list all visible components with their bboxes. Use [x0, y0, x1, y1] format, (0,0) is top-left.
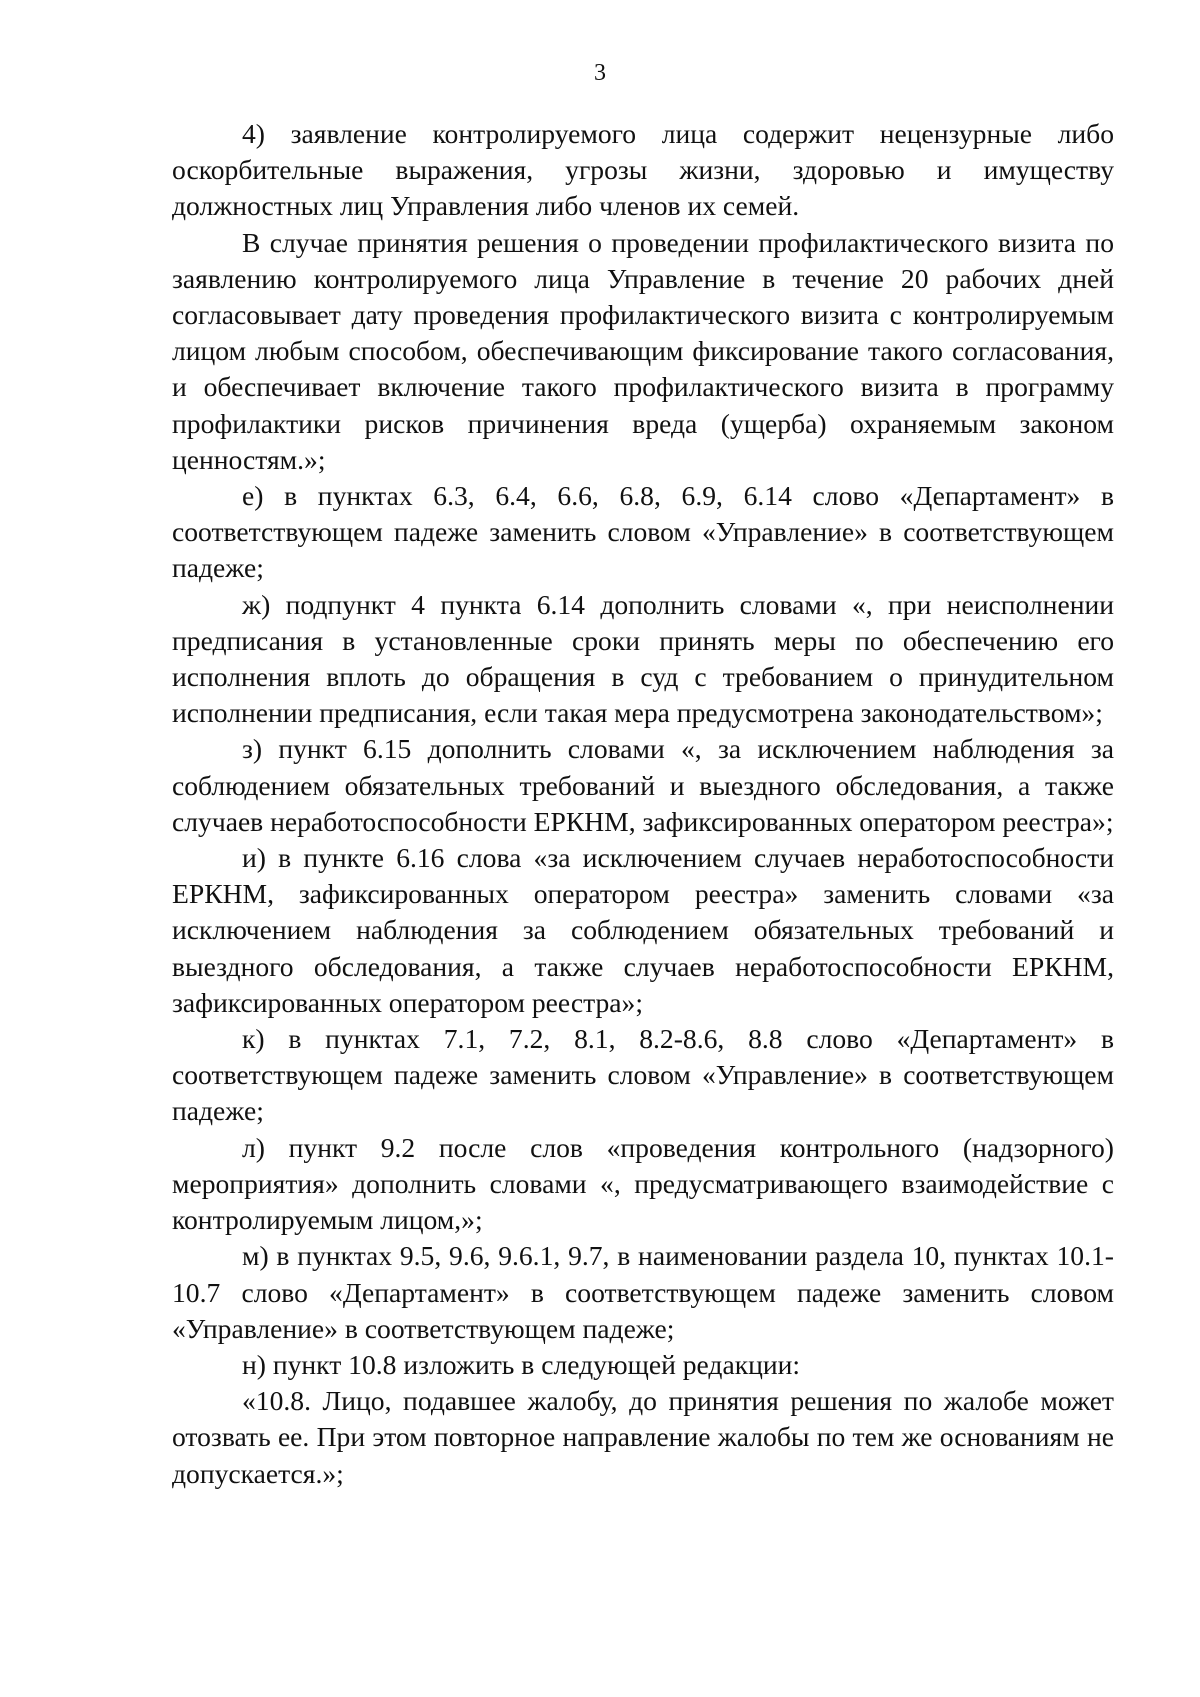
paragraph-item-l: л) пункт 9.2 после слов «проведения контрольного (надзорного) мероприятия» дополнить словами «, предусматривающего взаимодействие с контролируемым лицом,»;: [172, 1131, 1114, 1236]
paragraph-item-4: 4) заявление контролируемого лица содержит нецензурные либо оскорбительные выражения, угрозы жизни, здоровью и имуществу должностных лиц Управления либо членов их семей.: [172, 118, 1114, 222]
paragraph-item-e: е) в пунктах 6.3, 6.4, 6.6, 6.8, 6.9, 6.14 слово «Департамент» в соответствующем падеже заменить словом «Управление» в соответствующем падеже;: [172, 480, 1114, 584]
paragraph-item-10-8: «10.8. Лицо, подавшее жалобу, до принятия решения по жалобе может отозвать ее. При этом повторное направление жалобы по тем же основаниям не допускается.»;: [172, 1385, 1114, 1489]
paragraph-item-m: м) в пунктах 9.5, 9.6, 9.6.1, 9.7, в наименовании раздела 10, пунктах 10.1-10.7 слово «Департамент» в соответствующем падеже заменить словом «Управление» в соответствующем падеже;: [172, 1240, 1114, 1344]
paragraph-visit-agreement: В случае принятия решения о проведении профилактического визита по заявлению контролируемого лица Управление в течение 20 рабочих дней согласовывает дату проведения профилактического визита с контролируемым лицом любым способом, обеспечивающим фиксирование такого согласования, и обеспечивает включение такого профилактического визита в программу профилактики рисков причинения вреда (ущерба) охраняемым законом ценностям.»;: [172, 226, 1114, 475]
paragraph-item-n: н) пункт 10.8 изложить в следующей редакции:: [242, 1348, 801, 1380]
document-body: [172, 116, 1114, 1492]
paragraph-item-k: к) в пунктах 7.1, 7.2, 8.1, 8.2-8.6, 8.8 слово «Департамент» в соответствующем падеже заменить словом «Управление» в соответствующем падеже;: [172, 1023, 1114, 1127]
paragraph-item-zh: ж) подпункт 4 пункта 6.14 дополнить словами «, при неисполнении предписания в установленные сроки принять меры по обеспечению его исполнения вплоть до обращения в суд с требованием о принудительном исполнении предписания, если такая мера предусмотрена законодательством»;: [172, 588, 1114, 729]
page-number: 3: [594, 60, 606, 86]
paragraph-item-i: и) в пункте 6.16 слова «за исключением случаев неработоспособности ЕРКНМ, зафиксированных оператором реестра» заменить словами «за исключением наблюдения за соблюдением обязательных требований и выездного обследования, а также случаев неработоспособности ЕРКНМ, зафиксированных оператором реестра»;: [172, 842, 1114, 1018]
paragraph-item-z: з) пункт 6.15 дополнить словами «, за исключением наблюдения за соблюдением обязательных требований и выездного обследования, а также случаев неработоспособности ЕРКНМ, зафиксированных оператором реестра»;: [172, 733, 1114, 837]
